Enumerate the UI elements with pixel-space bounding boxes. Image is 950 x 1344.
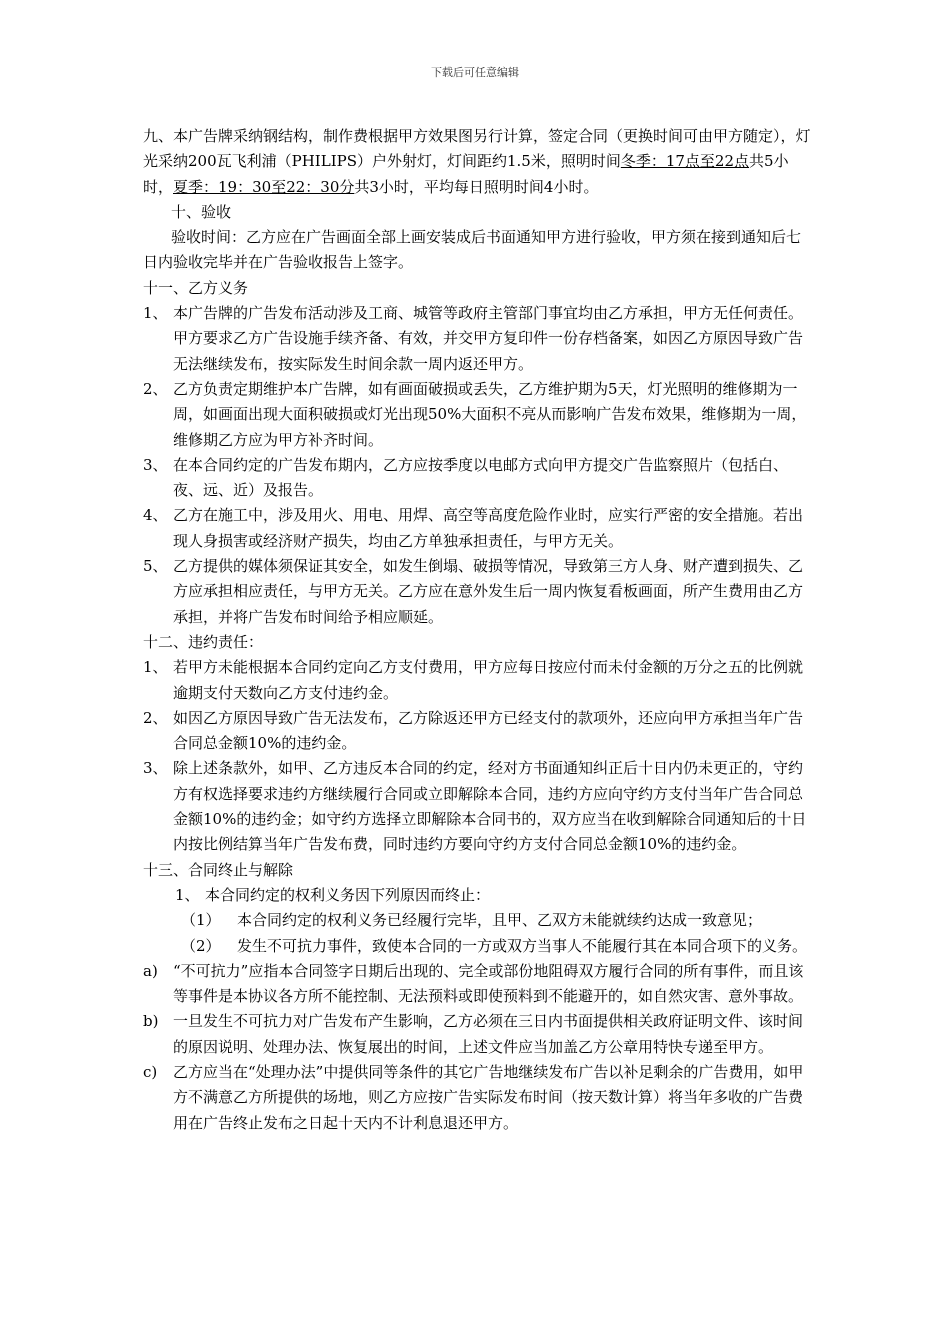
list-item [143, 883, 815, 908]
item-number: 5、 [143, 557, 168, 576]
section-9-text-1: 九、本广告牌采纳钢结构，制作费根据甲方效果图另行计算，签定合同（更换时间可由甲方随定），灯光采纳200瓦飞利浦（PHILIPS）户外射灯，灯间距约1.5米，照明时间 [143, 127, 811, 171]
item-text: 如因乙方原因导致广告无法发布，乙方除返还甲方已经支付的款项外，还应向甲方承担当年广告合同总金额10%的违约金。 [173, 708, 804, 753]
item-text: “不可抗力”应指本合同签字日期后出现的、完全或部份地阻碍双方履行合同的所有事件，而且该等事件是本协议各方所不能控制、无法预料或即使预料到不能避开的，如自然灾害、意外事故。 [173, 961, 804, 1006]
item-number: 4、 [143, 506, 168, 525]
list-item [143, 655, 815, 706]
section-9-paragraph [143, 124, 815, 200]
item-number: 2、 [143, 708, 168, 727]
list-item [143, 453, 815, 504]
list-item [143, 301, 815, 377]
list-item [143, 554, 815, 630]
section-9-summer-hours: 夏季：19：30至22：30分 [173, 177, 355, 196]
item-number: a) [143, 961, 158, 980]
list-item [143, 503, 815, 554]
item-number: （1） [181, 911, 221, 930]
item-number: b) [143, 1012, 159, 1031]
item-text: 本广告牌的广告发布活动涉及工商、城管等政府主管部门事宜均由乙方承担，甲方无任何责任。甲方要求乙方广告设施手续齐备、有效，并交甲方复印件一份存档备案，如因乙方原因导致广告无法继续发布，按实际发生时间余款一周内返还甲方。 [173, 304, 804, 373]
item-text: 发生不可抗力事件，致使本合同的一方或双方当事人不能履行其在本同合项下的义务。 [237, 936, 808, 955]
list-item [143, 1009, 815, 1060]
list-item [143, 1060, 815, 1136]
item-text: 乙方提供的媒体须保证其安全，如发生倒塌、破损等情况，导致第三方人身、财产遭到损失、乙方应承担相应责任，与甲方无关。乙方应在意外发生后一周内恢复看板画面，所产生费用由乙方承担，并将广告发布时间给予相应顺延。 [173, 557, 804, 626]
section-11-title: 十一、乙方义务 [143, 278, 249, 297]
page-header: 下载后可任意编辑 [431, 66, 519, 79]
list-item [143, 756, 815, 857]
list-item [143, 706, 815, 757]
section-13-title: 十三、合同终止与解除 [143, 860, 294, 879]
section-10-body: 验收时间：乙方应在广告画面全部上画安装成后书面通知甲方进行验收，甲方须在接到通知后七日内验收完毕并在广告验收报告上签字。 [143, 228, 802, 272]
item-number: 1、 [143, 658, 168, 677]
list-item [143, 908, 815, 933]
section-12-title: 十二、违约责任： [143, 632, 264, 651]
item-text: 若甲方未能根据本合同约定向乙方支付费用，甲方应每日按应付而未付金额的万分之五的比例就逾期支付天数向乙方支付违约金。 [173, 658, 804, 702]
list-item [143, 934, 815, 959]
item-text: 除上述条款外，如甲、乙方违反本合同的约定，经对方书面通知纠正后十日内仍未更正的，守约方有权选择要求违约方继续履行合同或立即解除本合同，违约方应向守约方支付当年广告合同总金额10%的违约金；如守约方选择立即解除本合同书的，双方应当在收到解除合同通知后的十日内按比例结算当年广告发布费，同时违约方要向守约方支付合同总金额10%的违约金。 [173, 759, 807, 854]
item-number: 1、 [143, 304, 168, 323]
item-text: 本合同约定的权利义务因下列原因而终止： [205, 885, 491, 904]
section-9-text-3: 共3小时，平均每日照明时间4小时。 [354, 177, 599, 196]
item-text: 乙方在施工中，涉及用火、用电、用焊、高空等高度危险作业时，应实行严密的安全措施。若出现人身损害或经济财产损失，均由乙方单独承担责任，与甲方无关。 [173, 506, 804, 550]
item-text: 乙方应当在“处理办法”中提供同等条件的其它广告地继续发布广告以补足剩余的广告费用，如甲方不满意乙方所提供的场地，则乙方应按广告实际发布时间（按天数计算）将当年多收的广告费用在广告终止发布之日起十天内不计利息退还甲方。 [173, 1062, 804, 1132]
item-number: 3、 [143, 455, 168, 474]
item-text: 乙方负责定期维护本广告牌，如有画面破损或丢失，乙方维护期为5天，灯光照明的维修期为一周，如画面出现大面积破损或灯光出现50%大面积不亮从而影响广告发布效果，维修期为一周，维修期乙方应为甲方补齐时间。 [173, 379, 807, 449]
item-number: c) [143, 1062, 158, 1081]
section-9-text-2: 共5小时， [143, 152, 789, 196]
item-number: 2、 [143, 379, 168, 398]
document-body [143, 124, 815, 1136]
section-9-winter-hours: 冬季：17点至22点 [620, 152, 750, 171]
item-text: 本合同约定的权利义务已经履行完毕，且甲、乙双方未能就续约达成一致意见； [237, 911, 763, 930]
item-number: 3、 [143, 759, 168, 778]
list-item [143, 377, 815, 453]
item-text: 一旦发生不可抗力对广告发布产生影响，乙方必须在三日内书面提供相关政府证明文件、该时间的原因说明、处理办法、恢复展出的时间，上述文件应当加盖乙方公章用特快专递至甲方。 [173, 1012, 804, 1056]
section-10-title: 十、验收 [171, 202, 232, 221]
item-number: 1、 [175, 885, 200, 904]
item-number: （2） [181, 936, 221, 955]
list-item [143, 959, 815, 1010]
item-text: 在本合同约定的广告发布期内，乙方应按季度以电邮方式向甲方提交广告监察照片（包括白、夜、远、近）及报告。 [173, 455, 789, 500]
